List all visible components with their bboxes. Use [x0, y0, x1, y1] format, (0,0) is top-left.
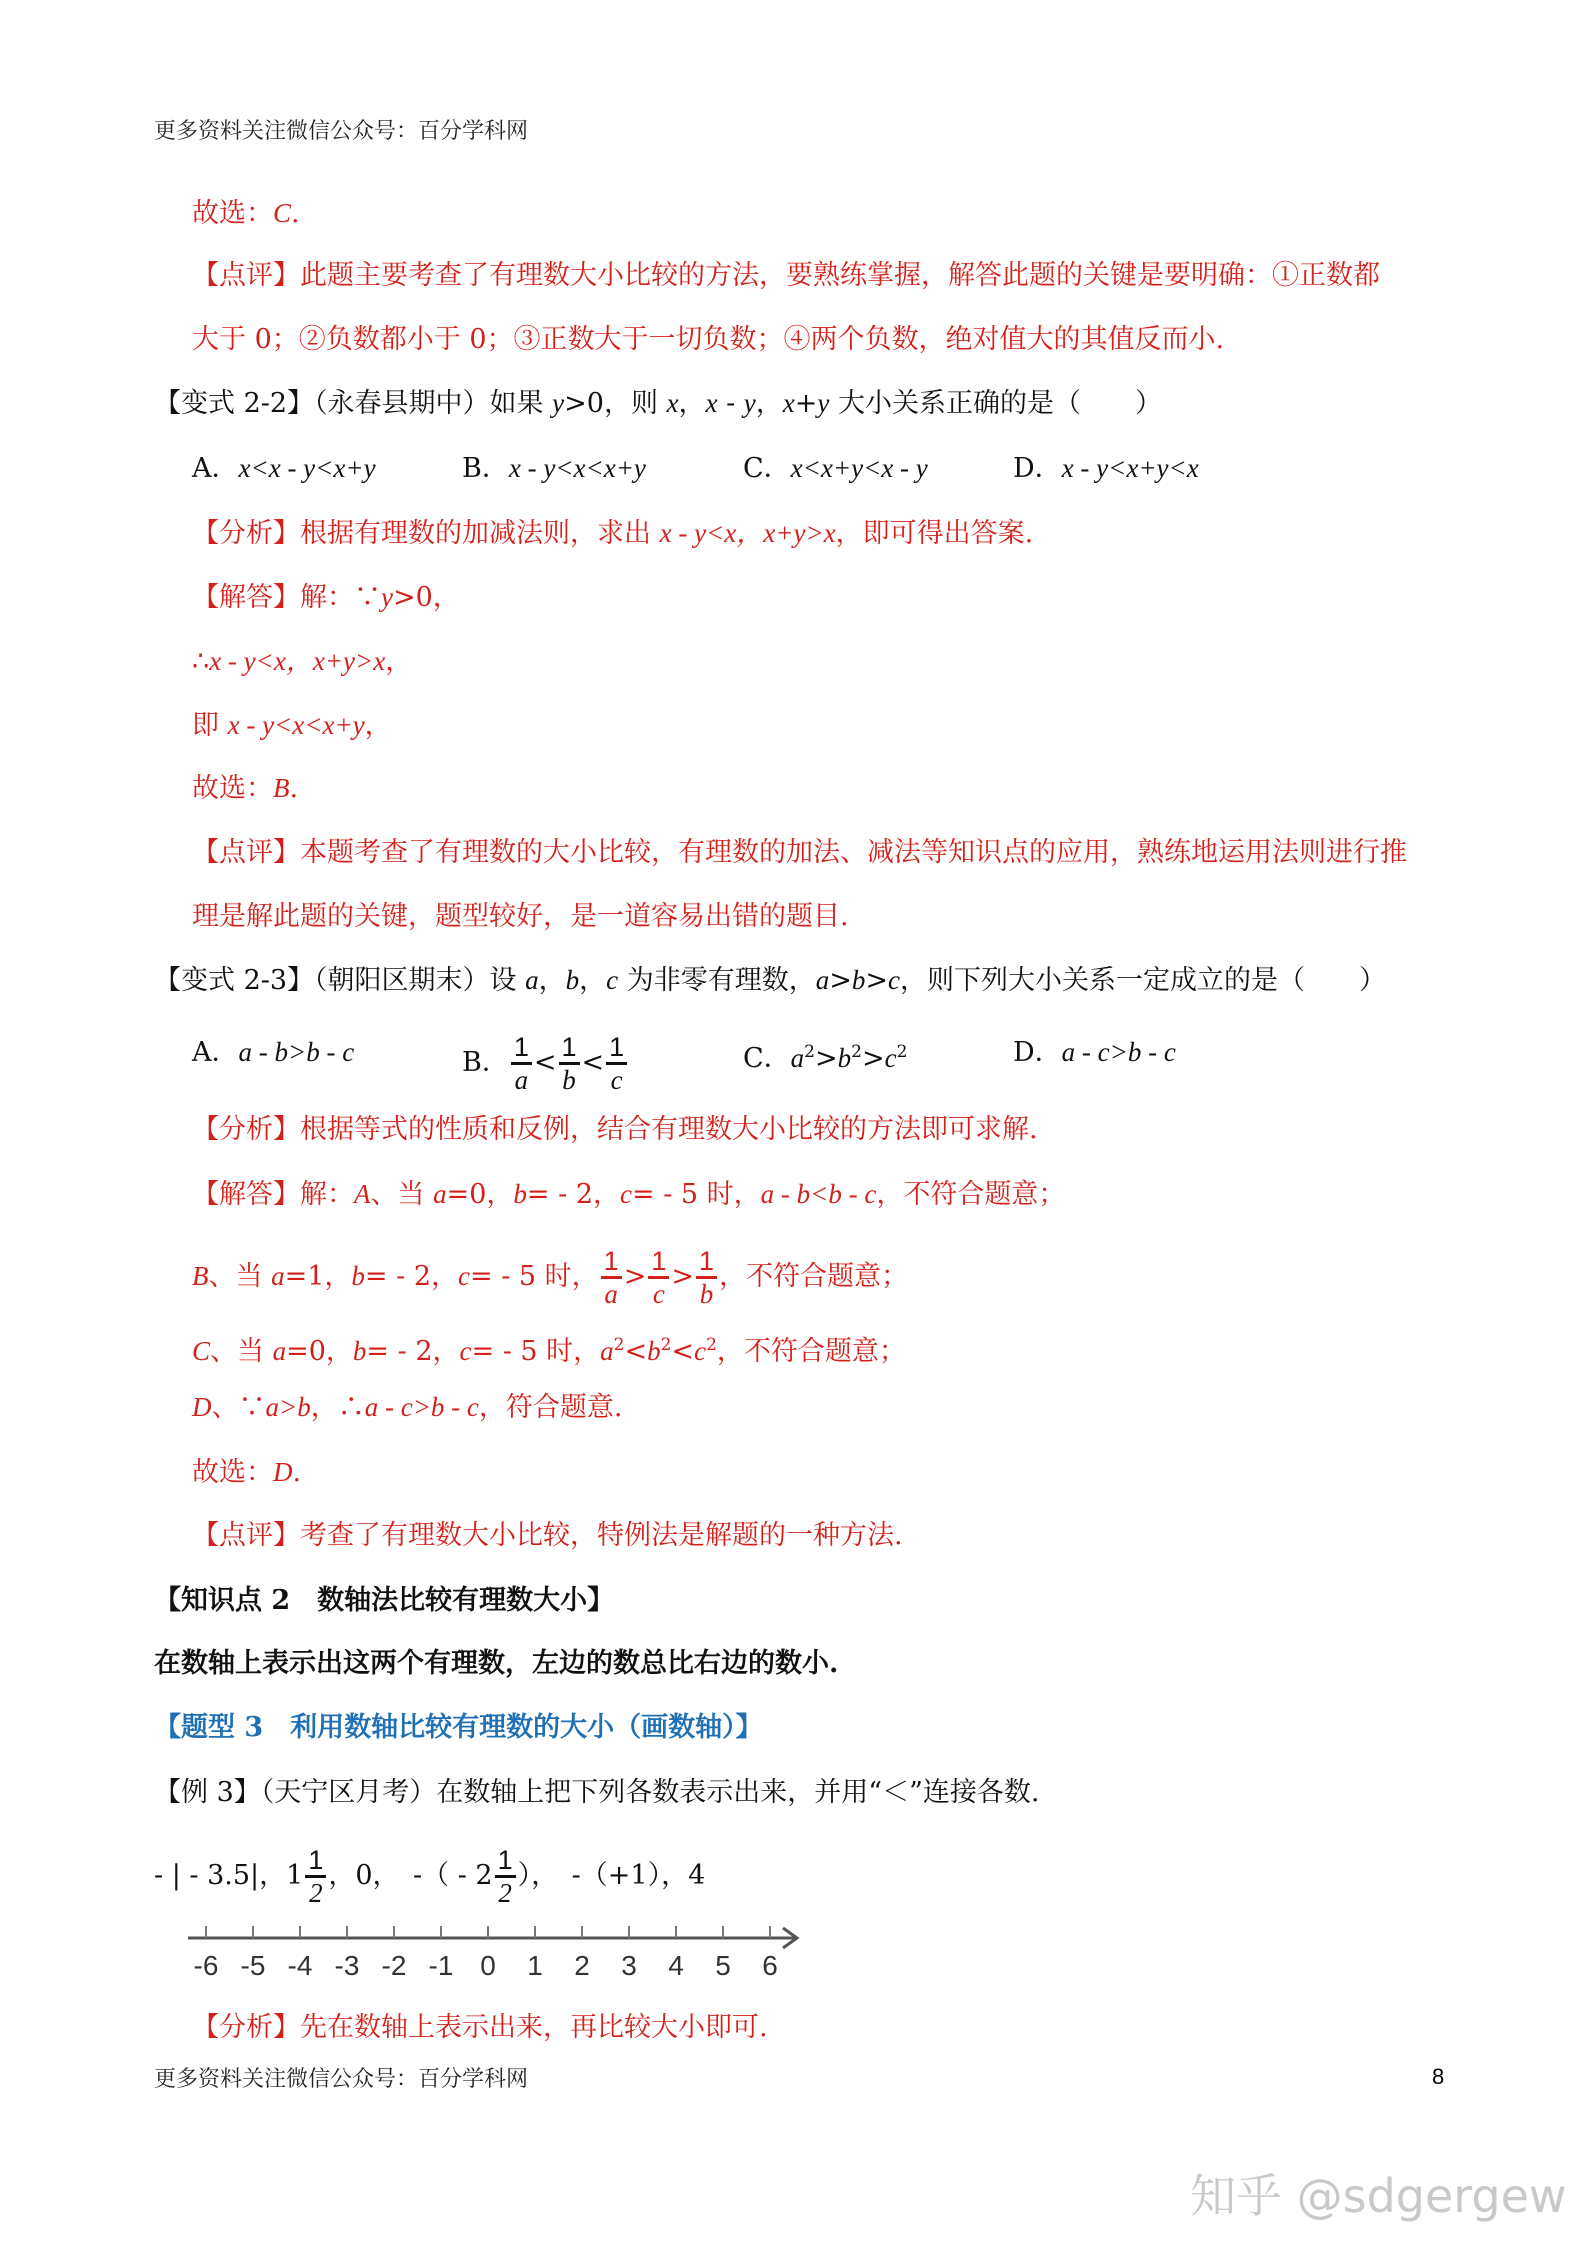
text-segment: = - 2， [366, 1336, 460, 1367]
math-text: b [351, 1261, 365, 1291]
math-text: c [694, 1336, 707, 1366]
math-text: a [433, 1179, 447, 1209]
fraction-denominator: b [699, 1279, 714, 1309]
math-text: x - y<x<x+y [508, 453, 646, 483]
text-segment: >0，则 [564, 388, 667, 419]
math-text: x - y<x，x+y>x [209, 646, 386, 676]
page-header: 更多资料关注微信公众号：百分学科网 [154, 119, 529, 144]
text-line [192, 1110, 1038, 1150]
text-line [192, 641, 412, 682]
text-segment: = - 2， [364, 1261, 458, 1292]
fraction-numerator: 1 [305, 1845, 326, 1878]
math-text: B [273, 773, 290, 803]
math-text: a [271, 1261, 285, 1291]
text-line [192, 833, 1407, 873]
text-line [154, 1773, 1039, 1813]
text-segment: 、当 [370, 1179, 434, 1210]
fraction-denominator: 2 [498, 1878, 512, 1908]
math-text: c [606, 965, 619, 995]
text-segment: 【分析】先在数轴上表示出来，再比较大小即可. [192, 2012, 768, 2043]
text-segment: 故选： [192, 1457, 273, 1488]
text-line [154, 1644, 838, 1684]
math-text: c [459, 1336, 472, 1366]
text-segment: ，即可得出答案. [835, 518, 1034, 549]
text-segment: 在数轴上表示出这两个有理数，左边的数总比右边的数小. [154, 1648, 839, 1679]
text-segment: 、∵ [211, 1392, 266, 1423]
text-segment: 【例 3】（天宁区月考）在数轴上把下列各数表示出来，并用“＜”连接各数. [154, 1777, 1040, 1808]
math-text: x [782, 388, 795, 418]
math-text: a - c>b - c [364, 1392, 479, 1422]
math-text: a - b>b - c [238, 1037, 355, 1067]
fraction-denominator: c [610, 1065, 623, 1095]
axis-tick-label: 3 [621, 1950, 637, 1981]
answer-option [192, 448, 376, 489]
math-text: B [192, 1261, 209, 1291]
text-segment: ，∴ [310, 1392, 365, 1423]
math-text: x [666, 388, 679, 418]
text-line [192, 256, 1380, 296]
fraction-denominator: b [562, 1065, 576, 1095]
math-text: x - y<x，x+y>x [659, 518, 836, 548]
text-segment: D． [1013, 453, 1062, 484]
superscript: 2 [660, 1335, 672, 1355]
text-line [192, 193, 300, 234]
axis-tick-label: -5 [240, 1950, 266, 1981]
fraction [305, 1845, 326, 1908]
text-segment: 【点评】此题主要考查了有理数大小比较的方法，要熟练掌握，解答此题的关键是要明确：①正数都 [192, 260, 1380, 291]
text-segment: ， [755, 388, 783, 419]
answer-option [743, 448, 928, 489]
fraction [606, 1032, 627, 1095]
fraction [648, 1246, 669, 1309]
text-segment: C． [743, 1043, 791, 1074]
text-line [192, 1452, 301, 1493]
math-text: x - y<x<x+y [227, 710, 365, 740]
text-line [192, 1325, 906, 1372]
text-segment: 大小关系正确的是（ ） [829, 388, 1162, 419]
text-line [192, 1516, 903, 1556]
text-segment: ，则下列大小关系一定成立的是（ ） [899, 965, 1386, 996]
text-segment: >0， [392, 582, 460, 613]
math-text: x [705, 388, 718, 418]
text-line [154, 960, 1386, 1001]
text-segment: . [292, 1457, 302, 1488]
math-text: a [600, 1336, 614, 1366]
fraction [559, 1032, 580, 1095]
math-text: a - b<b - c [760, 1179, 877, 1209]
axis-tick-label: -3 [334, 1950, 360, 1981]
math-text: c [884, 1043, 897, 1073]
fraction-numerator: 1 [696, 1246, 717, 1279]
axis-tick-label: 1 [527, 1950, 543, 1981]
math-text: b [851, 965, 866, 995]
text-segment: 故选： [192, 773, 273, 804]
fraction-numerator: 1 [511, 1032, 532, 1065]
superscript: 2 [804, 1042, 815, 1062]
math-text: x<x - y<x+y [238, 453, 376, 483]
math-text: b [647, 1336, 661, 1366]
text-segment: ，不符合题意； [716, 1336, 906, 1367]
answer-option [462, 448, 646, 489]
answer-option [1013, 1032, 1176, 1073]
text-segment: = - 5 时， [469, 1261, 599, 1292]
text-segment: A． [192, 1037, 239, 1068]
text-segment: ，符合题意. [478, 1392, 623, 1423]
text-line [192, 2008, 768, 2048]
math-text: c [458, 1261, 470, 1291]
text-segment: ，不符合题意； [876, 1179, 1066, 1210]
axis-tick-label: -4 [287, 1950, 313, 1981]
math-text: b [565, 965, 580, 995]
text-line [154, 1708, 763, 1748]
math-text: c [620, 1179, 632, 1209]
text-segment: . [289, 773, 299, 804]
fraction-numerator: 1 [601, 1246, 622, 1279]
number-line [180, 1910, 820, 1990]
text-segment: = - 2， [526, 1179, 620, 1210]
math-text: D [192, 1392, 212, 1422]
text-segment: ， [364, 710, 392, 741]
text-segment: > [861, 1043, 885, 1074]
math-text: x - y<x+y<x [1061, 453, 1199, 483]
text-line [192, 768, 298, 809]
text-segment: > [829, 965, 852, 996]
text-line [154, 1845, 705, 1908]
text-segment: 【点评】考查了有理数大小比较，特例法是解题的一种方法. [192, 1520, 903, 1551]
text-segment: 【知识点 2 数轴法比较有理数大小】 [154, 1585, 615, 1616]
text-line [192, 897, 849, 937]
fraction [696, 1246, 717, 1309]
text-line [154, 383, 1162, 424]
text-segment: D． [1013, 1037, 1062, 1068]
axis-tick-label: -1 [428, 1950, 454, 1981]
math-text: b [352, 1336, 367, 1366]
fraction-numerator: 1 [559, 1032, 580, 1065]
math-text: a [815, 965, 830, 995]
text-segment: 【分析】根据有理数的加减法则，求出 [192, 518, 660, 549]
text-segment: 即 [192, 710, 228, 741]
math-text: c [887, 965, 900, 995]
text-segment: 大于 0；②负数都小于 0；③正数大于一切负数；④两个负数，绝对值大的其值反而小. [192, 324, 1225, 355]
math-text: b [513, 1179, 527, 1209]
math-text: y [817, 388, 830, 418]
text-line [192, 320, 1224, 360]
answer-option [192, 1032, 354, 1073]
axis-tick-label: 0 [480, 1950, 496, 1981]
text-line [192, 513, 1033, 554]
superscript: 2 [896, 1042, 908, 1062]
page-number: 8 [1432, 2064, 1445, 2089]
text-segment: ， [579, 965, 607, 996]
text-segment: < [624, 1336, 648, 1367]
text-segment: 【题型 3 利用数轴比较有理数的大小（画数轴）】 [154, 1712, 763, 1743]
math-text: a>b [265, 1392, 311, 1422]
math-text: y [743, 388, 756, 418]
axis-tick-label: -6 [193, 1950, 219, 1981]
math-text: a [272, 1336, 287, 1366]
text-segment: ， [678, 388, 706, 419]
text-segment: 【解答】解：∵ [192, 582, 381, 613]
text-line [192, 1387, 623, 1428]
superscript: 2 [613, 1335, 625, 1355]
fraction-denominator: 2 [309, 1878, 323, 1908]
text-segment: - [717, 388, 744, 419]
text-segment: =0， [446, 1179, 514, 1210]
fraction-denominator: a [514, 1065, 529, 1095]
math-text: C [192, 1336, 211, 1366]
superscript: 2 [851, 1042, 862, 1062]
text-segment: B． [462, 453, 509, 484]
text-line [192, 577, 460, 618]
text-segment: 故选： [192, 198, 273, 229]
text-line [154, 1581, 614, 1621]
text-segment: ， [385, 646, 413, 677]
text-segment: < [581, 1047, 605, 1078]
math-text: y [381, 582, 393, 612]
fraction-numerator: 1 [648, 1246, 669, 1279]
text-segment: > [671, 1261, 694, 1292]
math-text: A [354, 1179, 371, 1209]
text-segment: . [291, 198, 300, 229]
text-line [192, 1174, 1065, 1215]
fraction-numerator: 1 [495, 1845, 516, 1878]
text-segment: 【分析】根据等式的性质和反例，结合有理数大小比较的方法即可求解. [192, 1114, 1038, 1145]
text-segment: 【解答】解： [192, 1179, 354, 1210]
axis-tick-label: 2 [574, 1950, 590, 1981]
text-line [192, 1246, 908, 1309]
axis-tick-label: 4 [668, 1950, 684, 1981]
text-segment: =0， [286, 1336, 353, 1367]
text-segment: 理是解此题的关键，题型较好，是一道容易出错的题目. [192, 901, 849, 932]
text-segment: - | - 3.5|，1 [154, 1860, 304, 1891]
math-text: D [273, 1457, 293, 1487]
math-text: a [525, 965, 539, 995]
answer-option [1013, 448, 1199, 489]
fraction [495, 1845, 516, 1908]
math-text: a [790, 1043, 805, 1073]
watermark: 知乎 @sdgergew [1190, 2169, 1567, 2223]
axis-tick-label: 6 [762, 1950, 778, 1981]
text-segment: 、当 [210, 1336, 273, 1367]
text-segment: > [623, 1261, 647, 1292]
answer-option [743, 1032, 907, 1079]
fraction-numerator: 1 [606, 1032, 627, 1065]
text-segment: ， [538, 965, 566, 996]
text-segment: ，不符合题意； [719, 1261, 908, 1292]
text-segment: > [865, 965, 888, 996]
text-segment: ，0， -（ - 2 [328, 1860, 493, 1891]
text-segment: 【变式 2-2】（永春县期中）如果 [154, 388, 553, 419]
text-segment: =1， [284, 1261, 352, 1292]
text-segment: ∴ [192, 646, 210, 677]
text-segment: 为非零有理数， [618, 965, 816, 996]
text-segment: B． [462, 1047, 509, 1078]
math-text: C [273, 198, 292, 228]
math-text: y [552, 388, 565, 418]
fraction-denominator: c [652, 1279, 665, 1309]
page-footer: 更多资料关注微信公众号：百分学科网 [154, 2067, 529, 2092]
answer-option [462, 1032, 629, 1095]
text-segment: ）， -（+1），4 [517, 1860, 706, 1891]
math-text: x<x+y<x - y [790, 453, 928, 483]
text-segment: < [533, 1047, 557, 1078]
text-segment: C． [743, 453, 791, 484]
text-segment: > [815, 1043, 838, 1074]
text-segment: 、当 [208, 1261, 272, 1292]
text-segment: = - 5 时， [471, 1336, 601, 1367]
fraction [511, 1032, 532, 1095]
text-segment: A． [192, 453, 239, 484]
fraction-denominator: a [604, 1279, 618, 1309]
math-text: b [837, 1043, 852, 1073]
text-segment: = - 5 时， [631, 1179, 761, 1210]
text-segment: 【变式 2-3】（朝阳区期末）设 [154, 965, 526, 996]
text-line [192, 705, 392, 746]
axis-tick-label: 5 [715, 1950, 731, 1981]
text-segment: < [671, 1336, 695, 1367]
superscript: 2 [706, 1335, 717, 1355]
math-text: a - c>b - c [1061, 1037, 1176, 1067]
text-segment: + [794, 388, 818, 419]
fraction [601, 1246, 622, 1309]
text-segment: 【点评】本题考查了有理数的大小比较，有理数的加法、减法等知识点的应用，熟练地运用法则进行推 [192, 837, 1407, 868]
axis-tick-label: -2 [381, 1950, 407, 1981]
